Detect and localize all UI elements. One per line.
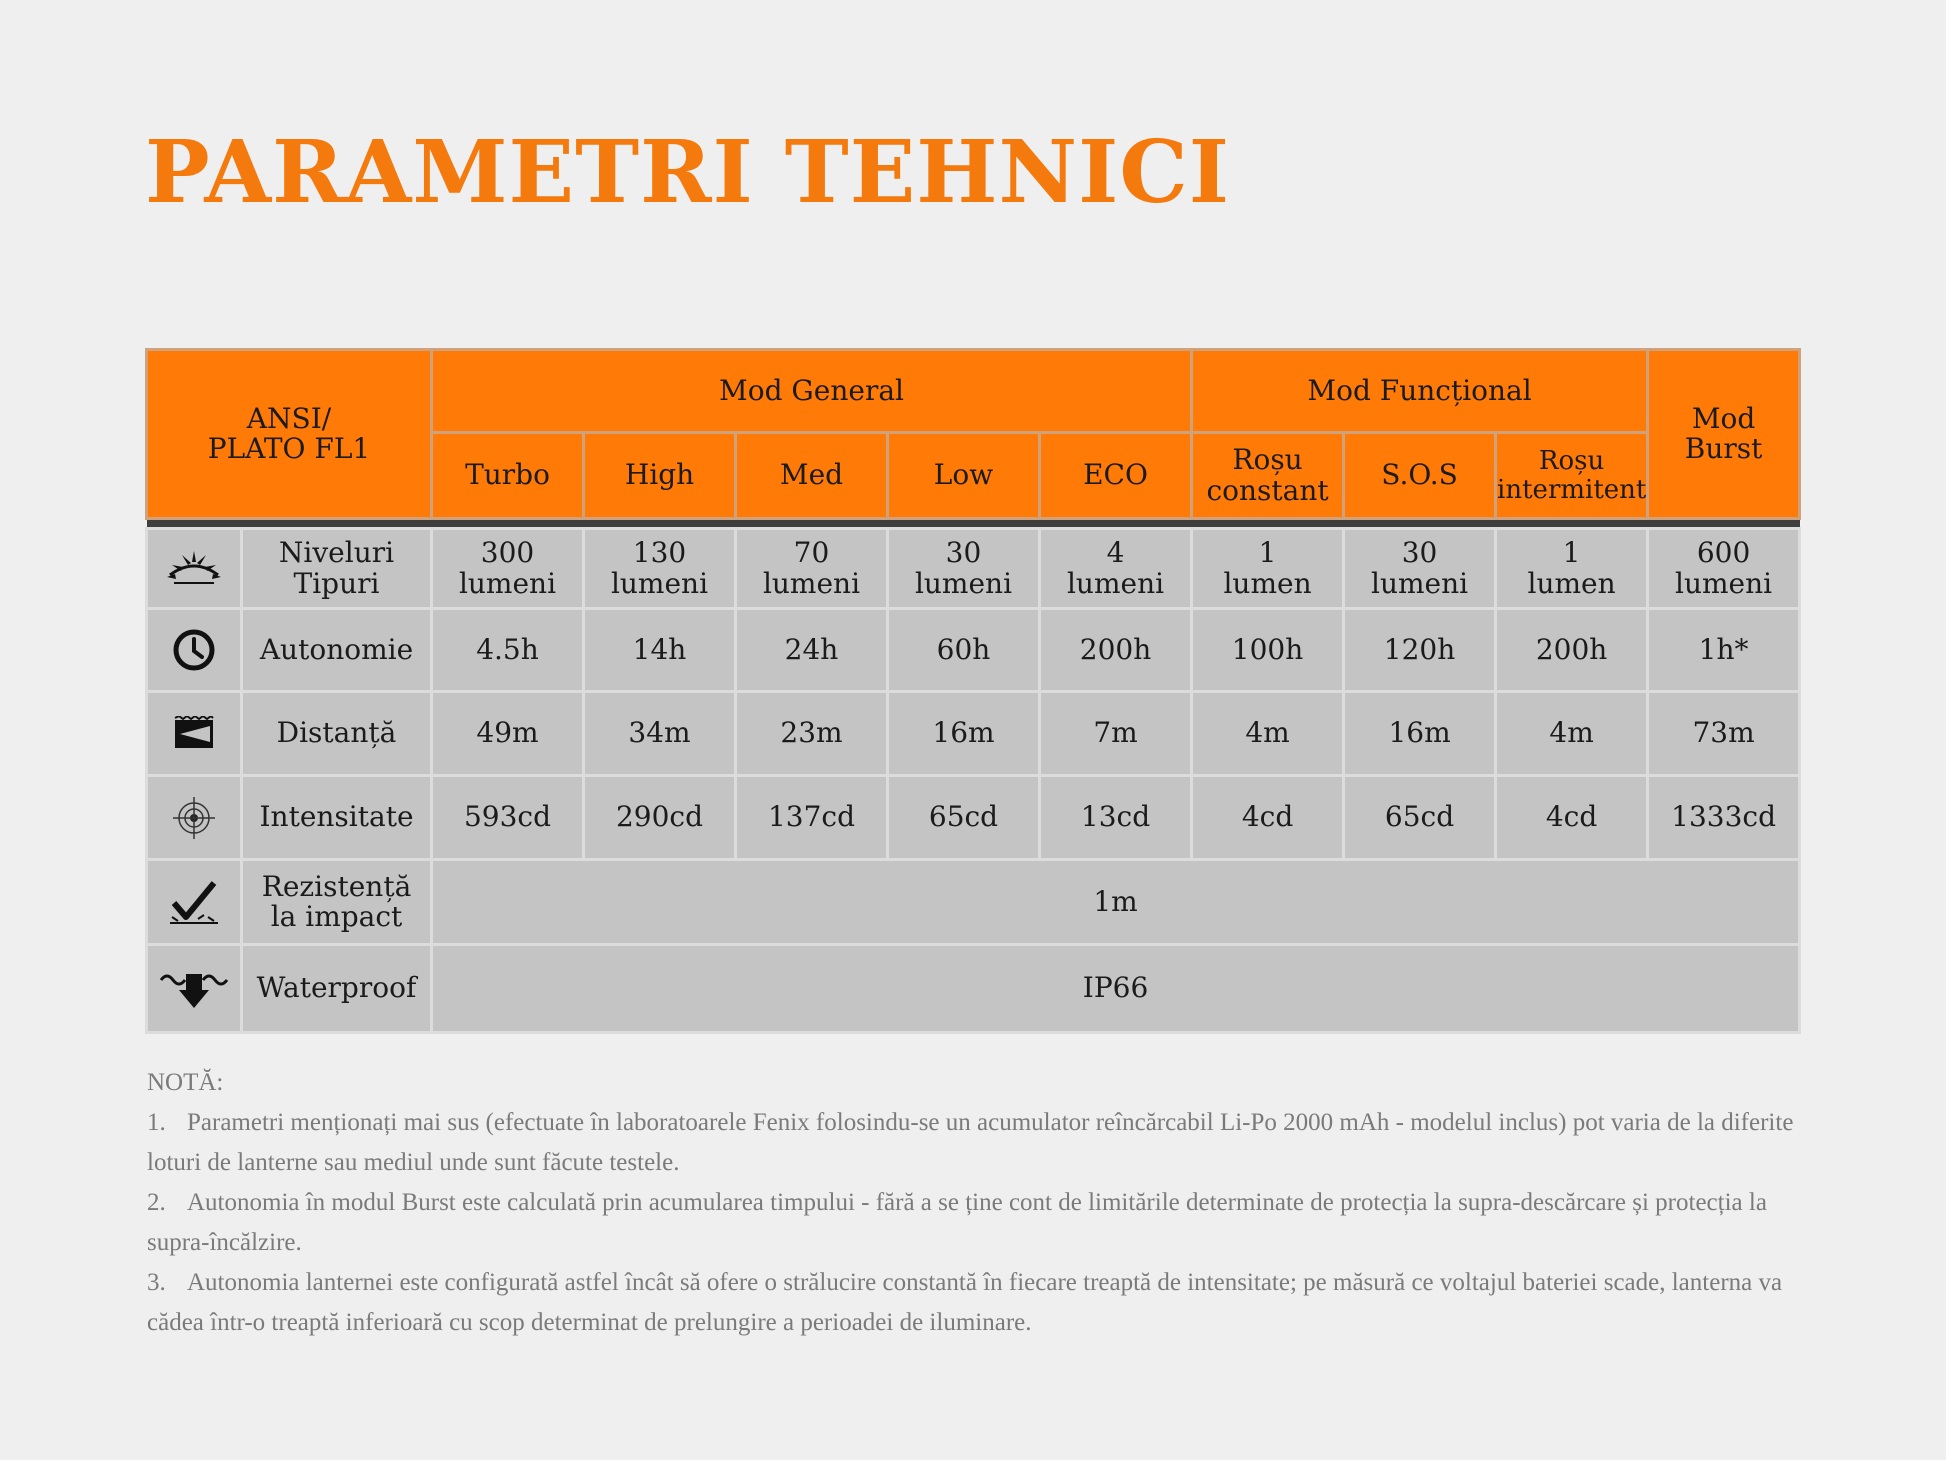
note-number: 3.: [147, 1269, 166, 1296]
mode-med: Med: [736, 433, 888, 519]
corner-header: [147, 350, 432, 519]
note-text: Autonomia în modul Burst este calculată prin acumularea timpului - fără a se ține cont de limitările determinate de protecția la supra-descărcare și protecția la supra-încălzire.: [147, 1189, 1767, 1256]
cell-autonomie-low: 60h: [888, 609, 1040, 692]
cell-intensitate-low: 65cd: [888, 776, 1040, 860]
cell-distanta-turbo: 49m: [432, 692, 584, 776]
cell-autonomie-sos: 120h: [1344, 609, 1496, 692]
note-text: Parametri menționați mai sus (efectuate în laboratoarele Fenix folosindu-se un acumulator reîncărcabil Li-Po 2000 mAh - modelul inclus) pot varia de la diferite loturi de lanterne sau mediul unde sunt făcute testele.: [147, 1109, 1794, 1176]
cell-niveluri-eco: [1040, 529, 1192, 609]
header-separator: [147, 519, 1800, 529]
mode-line: Roșu: [1538, 446, 1605, 477]
cell-line: 4: [1106, 536, 1125, 570]
mode-line: Roșu: [1232, 443, 1303, 477]
cell-line: lumen: [1223, 566, 1312, 600]
cell-autonomie-med: 24h: [736, 609, 888, 692]
cell-line: 1: [1258, 536, 1277, 570]
mode-rosu-constant: [1192, 433, 1344, 519]
table-row: [147, 529, 1800, 609]
cell-line: lumeni: [1066, 566, 1165, 600]
beam-distance-icon: [147, 692, 242, 776]
label-line: Tipuri: [293, 566, 380, 600]
waterproof-icon: [147, 945, 242, 1033]
table-row: [147, 692, 1800, 776]
cell-niveluri-burst: [1648, 529, 1800, 609]
cell-autonomie-turbo: 4.5h: [432, 609, 584, 692]
cell-line: lumeni: [610, 566, 709, 600]
cell-intensitate-sos: 65cd: [1344, 776, 1496, 860]
note-item: [147, 1103, 1797, 1183]
impact-check-icon: [147, 860, 242, 945]
cell-line: 1: [1562, 536, 1581, 570]
mode-eco: ECO: [1040, 433, 1192, 519]
table-row: [147, 776, 1800, 860]
cell-line: 130: [632, 536, 687, 570]
burst-line-2: Burst: [1684, 432, 1763, 465]
row-label-niveluri: [242, 529, 432, 609]
cell-autonomie-rosu-constant: 100h: [1192, 609, 1344, 692]
row-label-distanta: Distanță: [242, 692, 432, 776]
cell-niveluri-turbo: [432, 529, 584, 609]
sunburst-icon: [147, 529, 242, 609]
cell-intensitate-eco: 13cd: [1040, 776, 1192, 860]
cell-rezistenta-value: 1m: [432, 860, 1800, 945]
cell-line: 300: [480, 536, 535, 570]
header-row-groups: [147, 350, 1800, 433]
label-line: Niveluri: [278, 536, 395, 570]
cell-line: 30: [1401, 536, 1438, 570]
note-text: Autonomia lanternei este configurată astfel încât să ofere o strălucire constantă în fiecare treaptă de intensitate; pe măsură ce voltajul bateriei scade, lanterna va cădea într-o treaptă inferioară cu scop determinat de prelungire a perioadei de iluminare.: [147, 1269, 1783, 1336]
cell-line: lumen: [1527, 566, 1616, 600]
cell-intensitate-high: 290cd: [584, 776, 736, 860]
cell-autonomie-burst: 1h*: [1648, 609, 1800, 692]
cell-distanta-sos: 16m: [1344, 692, 1496, 776]
cell-distanta-rosu-intermitent: 4m: [1496, 692, 1648, 776]
cell-distanta-eco: 7m: [1040, 692, 1192, 776]
mode-rosu-intermitent: [1496, 433, 1648, 519]
row-label-rezistenta: [242, 860, 432, 945]
table-row: [147, 860, 1800, 945]
cell-niveluri-rosu-intermitent: [1496, 529, 1648, 609]
notes-section: [147, 1063, 1797, 1343]
cell-niveluri-low: [888, 529, 1040, 609]
corner-line-1: ANSI/: [246, 401, 332, 435]
spec-table: [145, 348, 1801, 1034]
mode-high: High: [584, 433, 736, 519]
cell-niveluri-rosu-constant: [1192, 529, 1344, 609]
corner-line-2: PLATO FL1: [207, 432, 371, 465]
cell-line: 70: [793, 536, 830, 570]
mode-sos: S.O.S: [1344, 433, 1496, 519]
cell-line: lumeni: [762, 566, 861, 600]
row-label-autonomie: Autonomie: [242, 609, 432, 692]
table-row: [147, 609, 1800, 692]
row-label-intensitate: Intensitate: [242, 776, 432, 860]
cell-line: 600: [1696, 536, 1751, 570]
cell-autonomie-high: 14h: [584, 609, 736, 692]
cell-intensitate-rosu-intermitent: 4cd: [1496, 776, 1648, 860]
cell-niveluri-med: [736, 529, 888, 609]
mode-turbo: Turbo: [432, 433, 584, 519]
cell-line: lumeni: [1370, 566, 1469, 600]
cell-distanta-med: 23m: [736, 692, 888, 776]
note-number: 2.: [147, 1189, 166, 1216]
cell-line: lumeni: [1675, 566, 1773, 600]
cell-niveluri-high: [584, 529, 736, 609]
cell-intensitate-turbo: 593cd: [432, 776, 584, 860]
cell-line: 30: [945, 536, 982, 570]
cell-line: lumeni: [914, 566, 1013, 600]
cell-intensitate-rosu-constant: 4cd: [1192, 776, 1344, 860]
group-mod-burst: [1648, 350, 1800, 519]
cell-distanta-rosu-constant: 4m: [1192, 692, 1344, 776]
row-label-waterproof: Waterproof: [242, 945, 432, 1033]
label-line: la impact: [270, 900, 403, 933]
burst-line-1: Mod: [1691, 401, 1756, 435]
cell-waterproof-value: IP66: [432, 945, 1800, 1033]
cell-line: lumeni: [458, 566, 557, 600]
table-row: [147, 945, 1800, 1033]
group-mod-functional: Mod Funcțional: [1192, 350, 1648, 433]
cell-autonomie-rosu-intermitent: 200h: [1496, 609, 1648, 692]
cell-distanta-burst: 73m: [1648, 692, 1800, 776]
mode-line: constant: [1206, 473, 1329, 507]
mode-low: Low: [888, 433, 1040, 519]
cell-distanta-high: 34m: [584, 692, 736, 776]
cell-autonomie-eco: 200h: [1040, 609, 1192, 692]
note-item: [147, 1183, 1797, 1263]
notes-heading: NOTĂ:: [147, 1069, 224, 1096]
clock-icon: [147, 609, 242, 692]
note-item: [147, 1263, 1797, 1343]
mode-line: intermitent: [1497, 474, 1647, 505]
cell-intensitate-med: 137cd: [736, 776, 888, 860]
group-mod-general: Mod General: [432, 350, 1192, 433]
note-number: 1.: [147, 1109, 166, 1136]
cell-niveluri-sos: [1344, 529, 1496, 609]
cell-distanta-low: 16m: [888, 692, 1040, 776]
label-line: Rezistență: [261, 869, 412, 903]
page-title: PARAMETRI TEHNICI: [145, 122, 1231, 223]
cell-intensitate-burst: 1333cd: [1648, 776, 1800, 860]
target-icon: [147, 776, 242, 860]
